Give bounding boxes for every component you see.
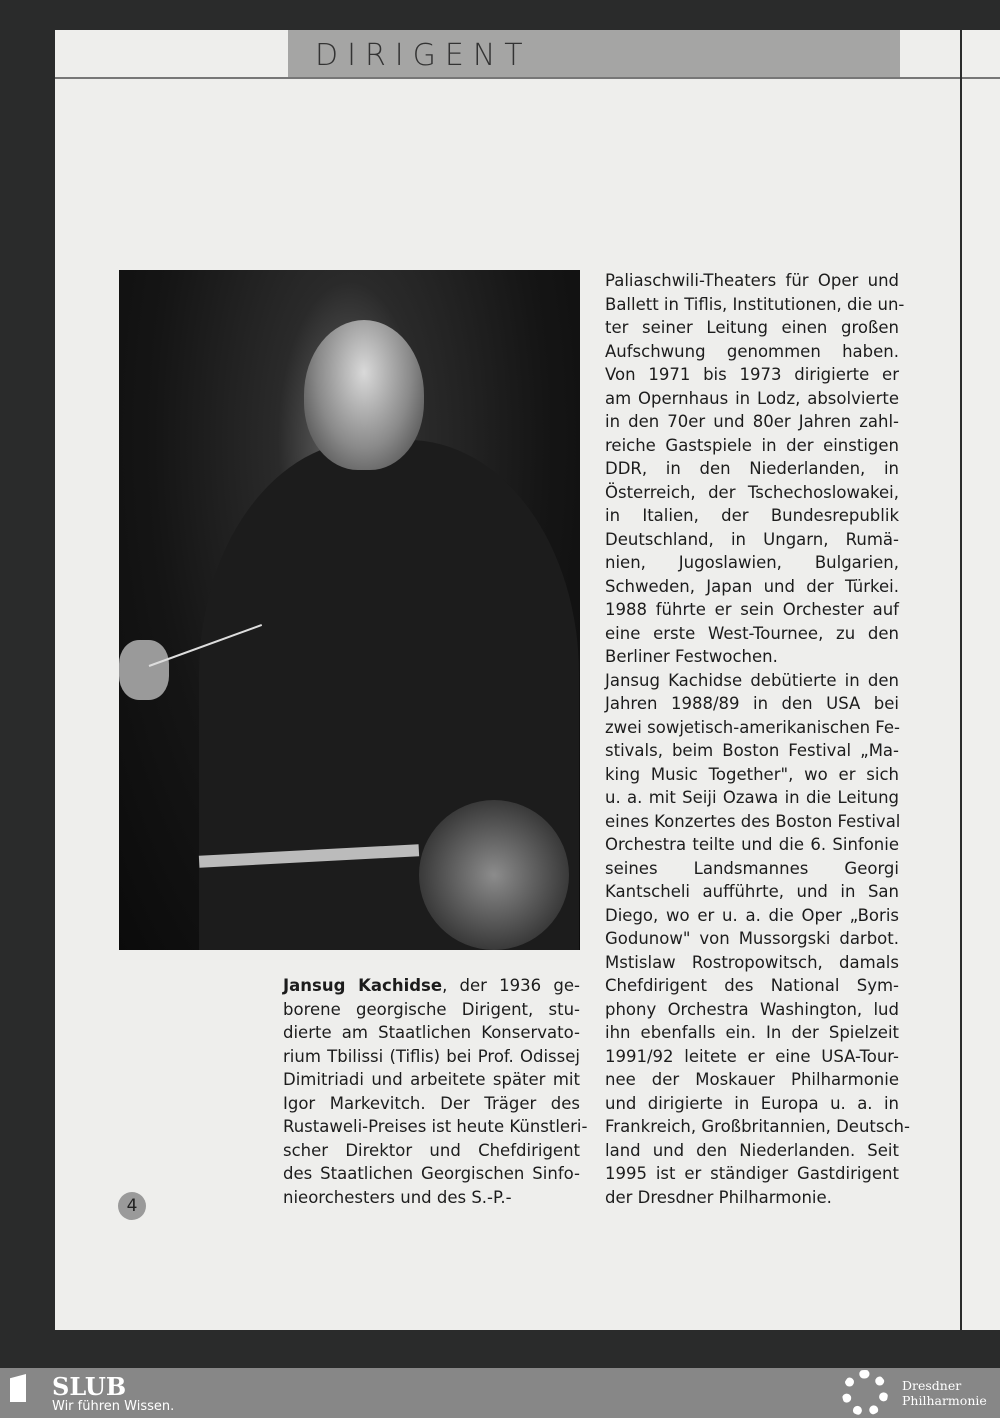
text-line: eines Konzertes des Boston Festival <box>605 811 901 831</box>
left-text-column <box>283 974 588 1209</box>
text-line-rest: , der 1936 ge- <box>442 976 580 995</box>
adjacent-page-edge <box>962 30 1000 1330</box>
photo-hand <box>119 640 169 700</box>
conductor-name: Jansug Kachidse <box>283 976 443 995</box>
text-line: in Italien, der Bundesrepublik <box>605 506 899 525</box>
adjacent-page-rule <box>962 77 1000 79</box>
text-line: und dirigierte in Europa u. a. in <box>605 1093 899 1113</box>
text-line: nee der Moskauer Philharmonie <box>605 1070 899 1089</box>
text-line: Dimitriadi und arbeitete später mit <box>283 1070 580 1089</box>
section-title: DIRIGENT <box>315 38 532 73</box>
text-line: nieorchesters und des S.-P.- <box>283 1187 512 1207</box>
footer-bar <box>0 1368 1000 1418</box>
photo-musician-head <box>419 800 569 950</box>
text-line: der Dresdner Philharmonie. <box>605 1187 832 1207</box>
text-line: dierte am Staatlichen Konservato- <box>283 1023 580 1042</box>
text-line: Godunow" von Mussorgski darbot. <box>605 929 899 948</box>
text-line: am Opernhaus in Lodz, absolvierte <box>605 388 899 408</box>
text-line: Von 1971 bis 1973 dirigierte er <box>605 365 899 384</box>
partner-line1: Dresdner <box>902 1378 962 1393</box>
text-line: scher Direktor und Chefdirigent <box>283 1140 580 1160</box>
philharmonie-logo-icon <box>842 1370 888 1416</box>
text-line <box>283 974 580 998</box>
text-line: Diego, wo er u. a. die Oper „Boris <box>605 905 899 925</box>
slub-tagline: Wir führen Wissen. <box>52 1399 175 1414</box>
text-line: ter seiner Leitung einen großen <box>605 318 899 337</box>
text-line: Ballett in Tiflis, Institutionen, die un- <box>605 294 905 314</box>
text-line: stivals, beim Boston Festival „Ma- <box>605 741 899 760</box>
text-line: Deutschland, in Ungarn, Rumä- <box>605 529 899 549</box>
text-line: eine erste West-Tournee, zu den <box>605 623 899 643</box>
text-line: DDR, in den Niederlanden, in <box>605 459 899 478</box>
text-line: Schweden, Japan und der Türkei. <box>605 576 899 596</box>
text-line: Jahren 1988/89 in den USA bei <box>605 694 899 713</box>
text-line: Igor Markevitch. Der Träger des <box>283 1093 580 1113</box>
text-line: Orchestra teilte und die 6. Sinfonie <box>605 835 899 854</box>
conductor-photo <box>119 270 580 950</box>
text-line: Paliaschwili-Theaters für Oper und <box>605 271 899 290</box>
text-line: rium Tbilissi (Tiflis) bei Prof. Odissej <box>283 1046 580 1066</box>
text-line: Berliner Festwochen. <box>605 647 778 666</box>
text-line: 1988 führte er sein Orchester auf <box>605 600 899 619</box>
photo-figure-head <box>304 320 424 470</box>
text-line: u. a. mit Seiji Ozawa in die Leitung <box>605 788 899 807</box>
text-line: des Staatlichen Georgischen Sinfo- <box>283 1164 580 1183</box>
text-line: reiche Gastspiele in der einstigen <box>605 435 899 455</box>
slub-logo-text[interactable]: SLUB <box>52 1372 127 1401</box>
text-line: in den 70er und 80er Jahren zahl- <box>605 412 899 431</box>
text-line: ihn ebenfalls ein. In der Spielzeit <box>605 1023 899 1042</box>
page-number: 4 <box>118 1192 146 1220</box>
text-line: land und den Niederlanden. Seit <box>605 1140 899 1160</box>
text-line: 1995 ist er ständiger Gastdirigent <box>605 1164 899 1183</box>
philharmonie-logo-text[interactable] <box>902 1378 987 1408</box>
partner-line2: Philharmonie <box>902 1393 987 1408</box>
text-line: Chefdirigent des National Sym- <box>605 976 899 995</box>
text-line: Kantscheli aufführte, und in San <box>605 882 899 901</box>
right-text-column <box>605 269 910 1209</box>
text-line: Mstislaw Rostropowitsch, damals <box>605 952 899 972</box>
text-line: Rustaweli-Preises ist heute Künstleri- <box>283 1117 588 1136</box>
text-line: seines Landsmannes Georgi <box>605 858 899 878</box>
text-line: borene georgische Dirigent, stu- <box>283 999 580 1019</box>
text-line: Österreich, der Tschechoslowakei, <box>605 482 899 502</box>
text-line: 1991/92 leitete er eine USA-Tour- <box>605 1046 899 1066</box>
text-line: phony Orchestra Washington, lud <box>605 999 899 1019</box>
text-line: Aufschwung genommen haben. <box>605 341 899 361</box>
header-rule <box>55 77 960 79</box>
text-line: king Music Together", wo er sich <box>605 764 899 784</box>
text-line: nien, Jugoslawien, Bulgarien, <box>605 553 899 572</box>
slub-logo-icon <box>10 1374 26 1402</box>
text-line: zwei sowjetisch-amerikanischen Fe- <box>605 717 900 737</box>
text-line: Frankreich, Großbritannien, Deutsch- <box>605 1117 910 1136</box>
text-line: Jansug Kachidse debütierte in den <box>605 670 899 690</box>
